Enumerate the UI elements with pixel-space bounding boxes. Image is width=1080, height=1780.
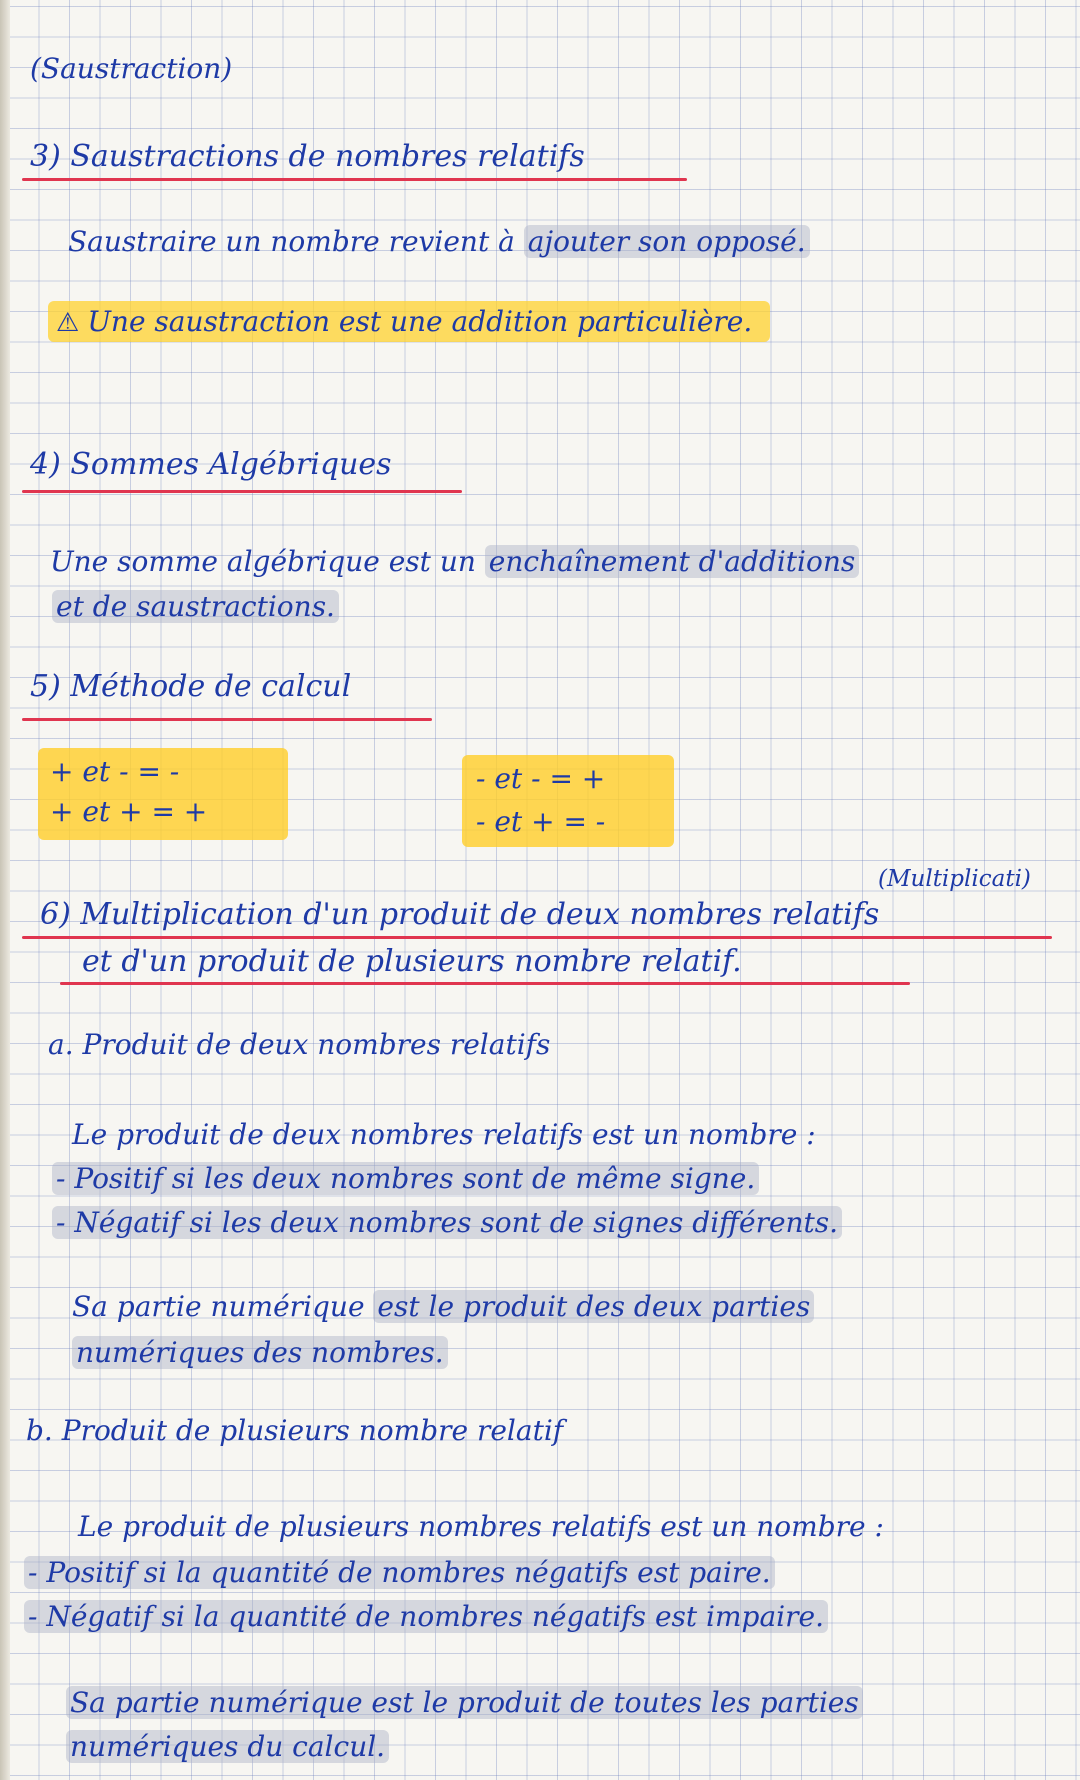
rule-left-2: + et + = + — [50, 795, 208, 828]
section-3-text-a: Saustraire un nombre revient à — [68, 225, 524, 258]
section-4-text-highlight: enchaînement d'additions — [485, 545, 859, 578]
section-4-title: 4) Sommes Algébriques — [30, 447, 392, 482]
section-6b-bullet-2: - Négatif si la quantité de nombres négatifs est impaire. — [24, 1600, 828, 1634]
section-3-text-highlight: ajouter son opposé. — [524, 225, 810, 258]
rule-left-1: + et - = - — [50, 755, 180, 788]
section-6a-numeric-2: numériques des nombres. — [72, 1336, 448, 1370]
section-3-text — [68, 225, 810, 259]
section-4-underline — [22, 490, 462, 493]
section-6-side-note: (Multiplicati) — [878, 866, 1031, 892]
section-3-warning — [48, 305, 770, 340]
section-4-text-a: Une somme algébrique est un — [50, 545, 485, 578]
section-3-underline — [22, 178, 687, 181]
section-6a-numeric-1: Sa partie numérique est le produit des deux parties — [72, 1290, 814, 1324]
section-6-title-2: et d'un produit de plusieurs nombre relatif. — [82, 944, 742, 979]
section-6b-numeric-2: numériques du calcul. — [66, 1730, 389, 1764]
section-3-title: 3) Saustractions de nombres relatifs — [30, 139, 585, 174]
section-6a-intro: Le produit de deux nombres relatifs est un nombre : — [72, 1118, 816, 1151]
header-note: (Saustraction) — [30, 52, 233, 85]
warning-triangle-icon: ⚠ — [56, 308, 80, 338]
section-6-title-1: 6) Multiplication d'un produit de deux nombres relatifs — [40, 897, 880, 932]
section-6b-numeric-1: Sa partie numérique est le produit de toutes les parties — [66, 1686, 863, 1720]
section-6b-bullet-1: - Positif si la quantité de nombres négatifs est paire. — [24, 1556, 775, 1590]
rule-right-1: - et - = + — [476, 762, 606, 795]
section-4-text-2 — [52, 590, 339, 624]
section-6a-title: a. Produit de deux nombres relatifs — [48, 1028, 551, 1061]
section-6-underline-1 — [22, 936, 1052, 939]
section-6b-intro: Le produit de plusieurs nombres relatifs est un nombre : — [78, 1510, 884, 1543]
section-4-text-1 — [50, 545, 859, 579]
section-6b-title: b. Produit de plusieurs nombre relatif — [26, 1414, 564, 1447]
section-6a-bullet-2: - Négatif si les deux nombres sont de signes différents. — [52, 1206, 842, 1240]
section-4-text-2-highlight: et de saustractions. — [52, 590, 339, 623]
section-5-underline — [22, 718, 432, 721]
section-3-warning-text: Une saustraction est une addition particulière. — [87, 305, 753, 338]
section-5-title: 5) Méthode de calcul — [30, 669, 352, 704]
section-6a-numeric-highlight: est le produit des deux parties — [373, 1290, 814, 1323]
section-6a-bullet-1: - Positif si les deux nombres sont de même signe. — [52, 1162, 759, 1196]
section-6-underline-2 — [60, 982, 910, 985]
rule-right-2: - et + = - — [476, 805, 606, 838]
